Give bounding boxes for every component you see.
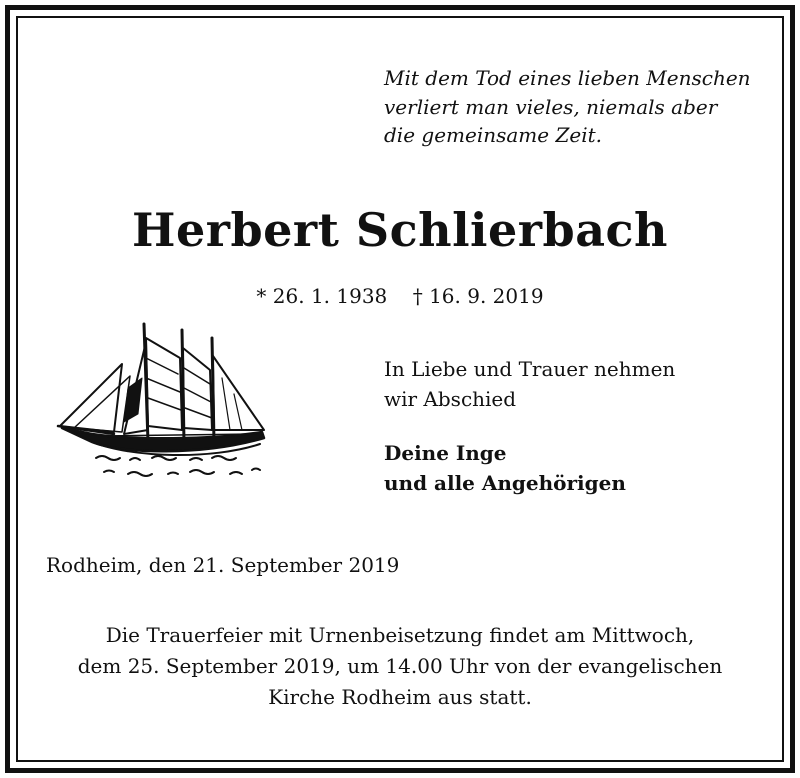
sailing-ship-icon <box>52 318 272 488</box>
signers <box>384 438 626 498</box>
quote-line: Mit dem Tod eines lieben Menschen <box>384 66 751 90</box>
quote-line: verliert man vieles, niemals aber <box>384 94 718 119</box>
farewell-line: In Liebe und Trauer nehmen <box>384 357 676 381</box>
place-and-date: Rodheim, den 21. September 2019 <box>46 553 400 577</box>
ceremony-line: dem 25. September 2019, um 14.00 Uhr von der evangelischen <box>77 654 723 678</box>
ceremony-notice <box>0 620 800 713</box>
ceremony-line: Kirche Rodheim aus statt. <box>268 685 532 709</box>
life-dates: * 26. 1. 1938 † 16. 9. 2019 <box>256 284 544 308</box>
deceased-name: Herbert Schlierbach <box>132 203 668 257</box>
signer-line: und alle Angehörigen <box>384 471 626 495</box>
quote-line: die gemeinsame Zeit. <box>384 123 602 147</box>
farewell-line: wir Abschied <box>384 387 517 411</box>
ceremony-line: Die Trauerfeier mit Urnenbeisetzung findet am Mittwoch, <box>105 623 695 647</box>
memorial-quote <box>384 64 784 150</box>
farewell-text <box>384 354 675 414</box>
signer-line: Deine Inge <box>384 441 507 465</box>
